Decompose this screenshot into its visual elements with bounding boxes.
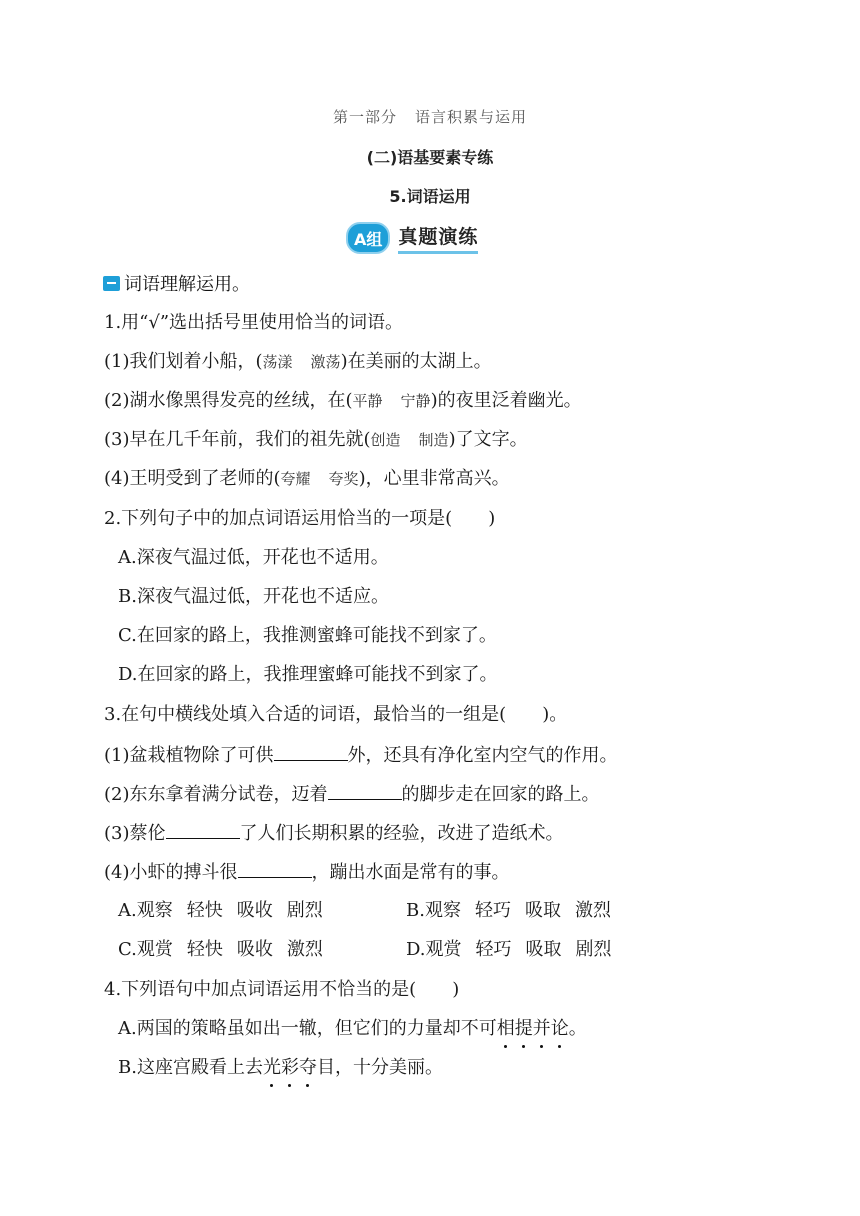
section-marker-icon [103, 276, 120, 291]
question-3-option-b: B.观察 轻巧 吸取 激烈 [406, 900, 611, 921]
dotted-char: 相 [496, 1018, 515, 1039]
question-3-option-d: D.观赏 轻巧 吸取 剧烈 [406, 939, 612, 960]
question-3-item: (3)蔡伦 了人们长期积累的经验，改进了造纸术。 [104, 820, 564, 846]
question-2-option: C.在回家的路上，我推测蜜蜂可能找不到家了。 [118, 625, 497, 646]
fill-blank [328, 781, 402, 800]
question-4-option-a: A.两国的策略虽如出一辙，但它们的力量却不可相提并论。 [118, 1018, 587, 1039]
part-label: 第一部分 [332, 108, 397, 126]
question-1-item: (2)湖水像黑得发亮的丝绒，在(平静 宁静)的夜里泛着幽光。 [104, 390, 582, 411]
question-2-option: D.在回家的路上，我推理蜜蜂可能找不到家了。 [118, 664, 498, 685]
question-3-item: (4)小虾的搏斗很 ，蹦出水面是常有的事。 [104, 859, 510, 885]
question-4-option-b: B.这座宫殿看上去光彩夺目，十分美丽。 [118, 1057, 443, 1078]
dotted-char: 彩 [280, 1057, 299, 1078]
question-3-option-a: A.观察 轻快 吸收 剧烈 [118, 900, 323, 921]
dotted-char: 并 [532, 1018, 551, 1039]
question-1-stem: 1.用“√”选出括号里使用恰当的词语。 [104, 312, 404, 333]
section-heading [103, 270, 250, 296]
question-4-stem: 4.下列语句中加点词语运用不恰当的是( ) [104, 979, 460, 1000]
fill-blank [274, 742, 348, 761]
dotted-char: 论 [550, 1018, 569, 1039]
group-badge [346, 222, 478, 254]
fill-blank [166, 820, 240, 839]
dotted-char: 夺 [298, 1057, 317, 1078]
question-1-item: (1)我们划着小船，(荡漾 激荡)在美丽的太湖上。 [104, 351, 492, 372]
section-title: 词语理解运用。 [124, 274, 250, 295]
question-1-item: (3)早在几千年前，我们的祖先就(创造 制造)了文字。 [104, 429, 528, 450]
badge-title: 真题演练 [398, 222, 478, 254]
badge-label: A组 [346, 222, 390, 254]
lesson-title: 5.词语运用 [389, 187, 471, 206]
question-2-option: B.深夜气温过低，开花也不适应。 [118, 586, 389, 607]
part-header [0, 106, 860, 127]
question-2-stem: 2.下列句子中的加点词语运用恰当的一项是( ) [104, 508, 496, 529]
part-title: 语言积累与运用 [415, 108, 528, 126]
question-3-item: (1)盆栽植物除了可供 外，还具有净化室内空气的作用。 [104, 742, 618, 768]
question-2-option: A.深夜气温过低，开花也不适用。 [118, 547, 389, 568]
subsection-title: (二)语基要素专练 [366, 148, 494, 167]
fill-blank [238, 859, 312, 878]
question-3-option-c: C.观赏 轻快 吸收 激烈 [118, 939, 323, 960]
question-1-item: (4)王明受到了老师的(夸耀 夸奖)，心里非常高兴。 [104, 468, 510, 489]
question-3-item: (2)东东拿着满分试卷，迈着 的脚步走在回家的路上。 [104, 781, 600, 807]
dotted-char: 提 [514, 1018, 533, 1039]
question-3-stem: 3.在句中横线处填入合适的词语，最恰当的一组是( )。 [104, 704, 568, 725]
dotted-char: 光 [262, 1057, 281, 1078]
